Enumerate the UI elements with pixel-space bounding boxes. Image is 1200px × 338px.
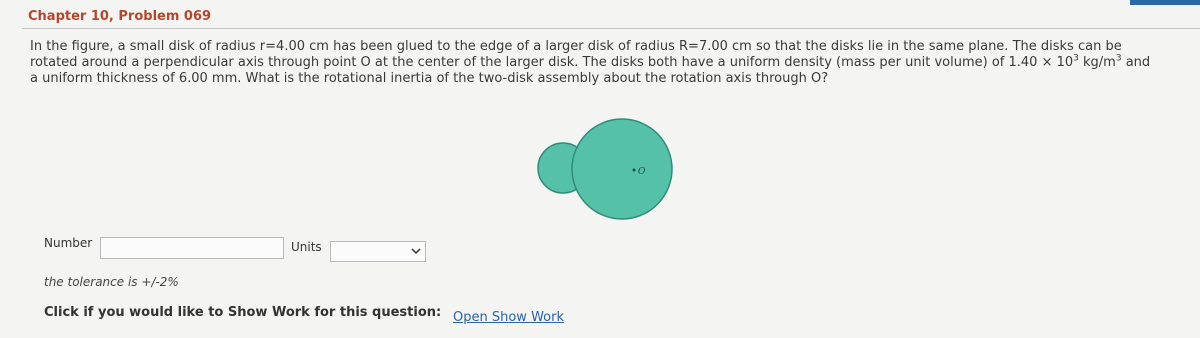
top-accent-bar — [1130, 0, 1200, 5]
problem-line-3: a uniform thickness of 6.00 mm. What is the rotational inertia of the two-disk assembly about the rotation axis through O? — [30, 71, 829, 86]
problem-line-1: In the figure, a small disk of radius r=4.00 cm has been glued to the edge of a larger disk of radius R=7.00 cm so that the disks lie in the same plane. The disks can be — [30, 39, 1122, 54]
units-select[interactable] — [330, 241, 426, 262]
header-divider — [22, 28, 1200, 29]
two-disk-figure — [530, 115, 690, 225]
number-label: Number — [44, 236, 93, 250]
problem-line-2: rotated around a perpendicular axis through point O at the center of the larger disk. The disks both have a uniform density (mass per unit volume) of $1.40 \times 10^3$ $kg/m^3$ and — [30, 53, 1151, 70]
show-work-prompt: Click if you would like to Show Work for this question: — [44, 305, 442, 320]
tolerance-text: the tolerance is +/-2% — [44, 275, 179, 289]
point-o-label: O — [638, 167, 646, 177]
number-input[interactable] — [100, 237, 284, 259]
point-o-dot — [633, 169, 636, 172]
problem-title: Chapter 10, Problem 069 — [28, 9, 212, 24]
units-label: Units — [291, 240, 322, 254]
large-disk — [572, 119, 672, 219]
problem-text — [30, 39, 1180, 87]
chevron-down-icon — [411, 246, 421, 256]
open-show-work-link[interactable]: Open Show Work — [453, 310, 564, 325]
